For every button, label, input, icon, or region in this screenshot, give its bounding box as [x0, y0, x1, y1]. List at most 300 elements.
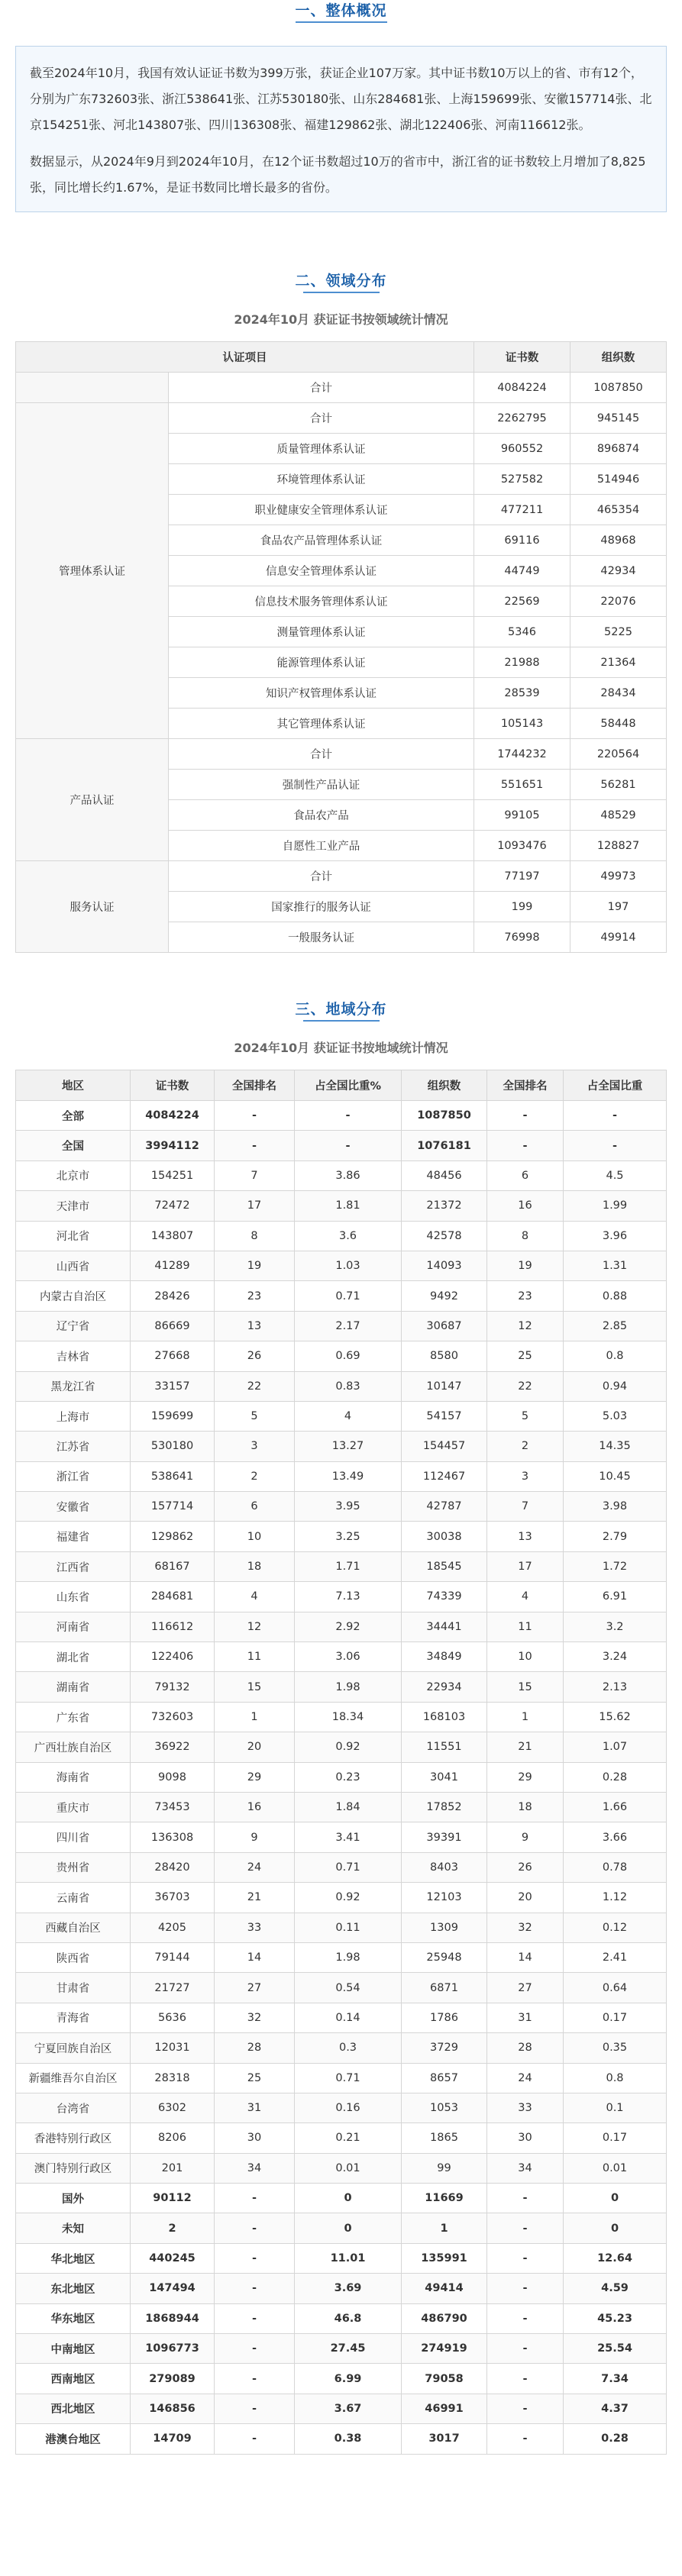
org-share: 0.78 — [564, 1852, 667, 1882]
cert-rank: 18 — [215, 1551, 295, 1581]
org-rank: 32 — [487, 1913, 564, 1942]
cert-share: 0.71 — [295, 1852, 402, 1882]
cert-share: 3.69 — [295, 2274, 402, 2303]
org-rank: 28 — [487, 2033, 564, 2063]
cert-rank: 25 — [215, 2063, 295, 2093]
org-count: 3017 — [402, 2424, 487, 2454]
org-rank: - — [487, 2394, 564, 2423]
table-row — [16, 2003, 667, 2032]
cert-share: 27.45 — [295, 2334, 402, 2364]
header-cert-count: 证书数 — [131, 1070, 215, 1101]
table-row — [16, 1522, 667, 1551]
table-row — [16, 1702, 667, 1732]
cert-count: 28318 — [131, 2063, 215, 2093]
org-rank: 34 — [487, 2153, 564, 2183]
org-share: 0.88 — [564, 1281, 667, 1311]
org-count: 42787 — [402, 1492, 487, 1522]
region-section — [15, 999, 667, 2455]
org-share: 1.99 — [564, 1191, 667, 1221]
org-rank: 9 — [487, 1822, 564, 1852]
cert-share: 0.16 — [295, 2093, 402, 2122]
org-count: 154457 — [402, 1432, 487, 1461]
group-name: 管理体系认证 — [16, 403, 169, 739]
table-row — [16, 2153, 667, 2183]
org-rank: - — [487, 2274, 564, 2303]
region-name: 西北地区 — [16, 2394, 131, 2423]
table-row — [16, 2184, 667, 2213]
cert-count: 1868944 — [131, 2303, 215, 2333]
org-rank: - — [487, 1131, 564, 1160]
overview-box — [15, 46, 667, 212]
cert-share: 7.13 — [295, 1582, 402, 1612]
cert-share: 3.67 — [295, 2394, 402, 2423]
header-org-count: 组织数 — [402, 1070, 487, 1101]
table-row — [16, 1191, 667, 1221]
region-name: 上海市 — [16, 1401, 131, 1431]
org-share: 1.31 — [564, 1251, 667, 1280]
table-row — [16, 2063, 667, 2093]
cert-rank: 5 — [215, 1401, 295, 1431]
region-name: 山西省 — [16, 1251, 131, 1280]
org-rank: 23 — [487, 1281, 564, 1311]
org-count: 28434 — [570, 678, 667, 709]
org-count: 945145 — [570, 403, 667, 434]
region-name: 北京市 — [16, 1160, 131, 1190]
org-share: 4.59 — [564, 2274, 667, 2303]
cert-count: 12031 — [131, 2033, 215, 2063]
org-count: 1309 — [402, 1913, 487, 1942]
cert-rank: - — [215, 2213, 295, 2243]
cert-share: 0.71 — [295, 1281, 402, 1311]
org-count: 34441 — [402, 1612, 487, 1641]
cert-rank: - — [215, 2274, 295, 2303]
org-share: 0 — [564, 2184, 667, 2213]
cert-rank: 4 — [215, 1582, 295, 1612]
org-count: 21372 — [402, 1191, 487, 1221]
org-rank: 18 — [487, 1792, 564, 1822]
org-count: 22934 — [402, 1672, 487, 1702]
org-share: 4.37 — [564, 2394, 667, 2423]
group-name: 产品认证 — [16, 739, 169, 861]
cert-rank: 16 — [215, 1792, 295, 1822]
cert-share: 1.84 — [295, 1792, 402, 1822]
cert-share: 0.23 — [295, 1762, 402, 1792]
table-row — [16, 373, 667, 403]
item-label: 信息安全管理体系认证 — [169, 556, 474, 586]
table-row — [16, 1492, 667, 1522]
org-share: 2.85 — [564, 1311, 667, 1341]
item-label: 合计 — [169, 739, 474, 770]
cert-share: 2.17 — [295, 1311, 402, 1341]
org-share: 3.2 — [564, 1612, 667, 1641]
cert-rank: 9 — [215, 1822, 295, 1852]
item-label: 其它管理体系认证 — [169, 709, 474, 739]
org-share: 0 — [564, 2213, 667, 2243]
region-name: 江西省 — [16, 1551, 131, 1581]
cert-share: 0.69 — [295, 1341, 402, 1371]
overview-title: 一、整体概况 — [295, 2, 387, 19]
region-name: 澳门特别行政区 — [16, 2153, 131, 2183]
cert-count: 3994112 — [131, 1131, 215, 1160]
cert-rank: 2 — [215, 1461, 295, 1491]
org-count: 42578 — [402, 1221, 487, 1251]
overview-section — [15, 0, 667, 212]
cert-count: 68167 — [131, 1551, 215, 1581]
header-cert-item: 认证项目 — [16, 342, 474, 373]
cert-count: 1096773 — [131, 2334, 215, 2364]
table-row — [16, 1672, 667, 1702]
region-name: 辽宁省 — [16, 1311, 131, 1341]
table-row — [16, 2424, 667, 2454]
cert-rank: - — [215, 1101, 295, 1131]
org-share: 0.64 — [564, 1973, 667, 2003]
cert-share: 0.54 — [295, 1973, 402, 2003]
org-rank: 22 — [487, 1371, 564, 1401]
table-row — [16, 2033, 667, 2063]
domain-table — [15, 341, 667, 953]
cert-count: 440245 — [131, 2243, 215, 2273]
cert-share: 11.01 — [295, 2243, 402, 2273]
cert-count: 143807 — [131, 1221, 215, 1251]
org-rank: - — [487, 2303, 564, 2333]
item-label: 食品农产品 — [169, 800, 474, 831]
cert-rank: 19 — [215, 1251, 295, 1280]
cert-count: 86669 — [131, 1311, 215, 1341]
cert-rank: 30 — [215, 2123, 295, 2153]
cert-share: 2.92 — [295, 1612, 402, 1641]
org-count: 5225 — [570, 617, 667, 647]
cert-count: 79144 — [131, 1942, 215, 1972]
cert-count: 69116 — [474, 525, 570, 556]
cert-count: 28539 — [474, 678, 570, 709]
overview-paragraph-1: 截至2024年10月，我国有效认证证书数为399万张，获证企业107万家。其中证书数10万以上的省、市有12个，分别为广东732603张、浙江538641张、江苏530180张、山东284681张、上海159699张、安徽157714张、北京154251张、河北143807张、四川136308张、福建129862张、湖北122406张、河南116612张。 — [30, 66, 652, 132]
cert-share: 1.71 — [295, 1551, 402, 1581]
cert-count: 154251 — [131, 1160, 215, 1190]
table-row — [16, 2394, 667, 2423]
org-count: 10147 — [402, 1371, 487, 1401]
cert-share: 0 — [295, 2213, 402, 2243]
group-cell-empty — [16, 373, 169, 403]
cert-count: 27668 — [131, 1341, 215, 1371]
item-label: 食品农产品管理体系认证 — [169, 525, 474, 556]
org-count: 48529 — [570, 800, 667, 831]
cert-share: 1.98 — [295, 1942, 402, 1972]
org-count: 11669 — [402, 2184, 487, 2213]
cert-rank: - — [215, 2303, 295, 2333]
org-count: 220564 — [570, 739, 667, 770]
region-name: 吉林省 — [16, 1341, 131, 1371]
region-name: 重庆市 — [16, 1792, 131, 1822]
region-name: 台湾省 — [16, 2093, 131, 2122]
cert-count: 21988 — [474, 647, 570, 678]
table-row — [16, 2364, 667, 2394]
cert-rank: 7 — [215, 1160, 295, 1190]
cert-share: 1.81 — [295, 1191, 402, 1221]
table-row — [16, 2274, 667, 2303]
cert-count: 732603 — [131, 1702, 215, 1732]
table-row — [16, 1762, 667, 1792]
org-share: 1.12 — [564, 1883, 667, 1913]
cert-rank: 1 — [215, 1702, 295, 1732]
org-count: 39391 — [402, 1822, 487, 1852]
table-row — [16, 1732, 667, 1762]
table-row — [16, 1401, 667, 1431]
cert-share: 18.34 — [295, 1702, 402, 1732]
cert-rank: 17 — [215, 1191, 295, 1221]
title-underline — [296, 21, 387, 23]
cert-share: 6.99 — [295, 2364, 402, 2394]
cert-share: - — [295, 1131, 402, 1160]
cert-rank: 22 — [215, 1371, 295, 1401]
cert-rank: - — [215, 2424, 295, 2454]
cert-rank: - — [215, 2184, 295, 2213]
region-name: 广东省 — [16, 1702, 131, 1732]
cert-share: 1.03 — [295, 1251, 402, 1280]
org-count: 1786 — [402, 2003, 487, 2032]
org-share: 0.12 — [564, 1913, 667, 1942]
table-row — [16, 1913, 667, 1942]
org-rank: 17 — [487, 1551, 564, 1581]
cert-rank: 29 — [215, 1762, 295, 1792]
org-count: 11551 — [402, 1732, 487, 1762]
org-rank: 20 — [487, 1883, 564, 1913]
org-share: 45.23 — [564, 2303, 667, 2333]
org-share: 0.35 — [564, 2033, 667, 2063]
cert-count: 22569 — [474, 586, 570, 617]
org-count: 8403 — [402, 1852, 487, 1882]
header-region: 地区 — [16, 1070, 131, 1101]
org-share: 14.35 — [564, 1432, 667, 1461]
cert-share: 3.86 — [295, 1160, 402, 1190]
cert-rank: 11 — [215, 1642, 295, 1672]
cert-share: 3.95 — [295, 1492, 402, 1522]
org-count: 1053 — [402, 2093, 487, 2122]
org-count: 514946 — [570, 464, 667, 495]
cert-rank: - — [215, 1131, 295, 1160]
org-count: 128827 — [570, 831, 667, 861]
org-rank: 5 — [487, 1401, 564, 1431]
region-table-caption: 2024年10月 获证证书按地域统计情况 — [234, 1041, 448, 1055]
region-name: 内蒙古自治区 — [16, 1281, 131, 1311]
table-header-row — [16, 342, 667, 373]
region-name: 华东地区 — [16, 2303, 131, 2333]
org-rank: 12 — [487, 1311, 564, 1341]
org-share: 0.28 — [564, 2424, 667, 2454]
org-share: 3.24 — [564, 1642, 667, 1672]
domain-title: 二、领域分布 — [295, 273, 387, 289]
domain-table-caption: 2024年10月 获证证书按领域统计情况 — [234, 312, 448, 327]
cert-rank: 6 — [215, 1492, 295, 1522]
cert-count: 147494 — [131, 2274, 215, 2303]
cert-count: 77197 — [474, 861, 570, 892]
cert-share: 3.25 — [295, 1522, 402, 1551]
region-name: 陕西省 — [16, 1942, 131, 1972]
org-share: 0.17 — [564, 2003, 667, 2032]
cert-count: 2262795 — [474, 403, 570, 434]
org-rank: - — [487, 2213, 564, 2243]
org-rank: - — [487, 2424, 564, 2454]
cert-count: 146856 — [131, 2394, 215, 2423]
org-share: - — [564, 1131, 667, 1160]
cert-share: 0.11 — [295, 1913, 402, 1942]
header-cert-share: 占全国比重% — [295, 1070, 402, 1101]
table-row — [16, 2123, 667, 2153]
region-name: 西南地区 — [16, 2364, 131, 2394]
org-share: 3.66 — [564, 1822, 667, 1852]
item-label: 合计 — [169, 403, 474, 434]
cert-count: 33157 — [131, 1371, 215, 1401]
cert-rank: 8 — [215, 1221, 295, 1251]
region-name: 广西壮族自治区 — [16, 1732, 131, 1762]
cert-share: 0 — [295, 2184, 402, 2213]
cert-share: 0.92 — [295, 1883, 402, 1913]
org-share: 1.07 — [564, 1732, 667, 1762]
org-rank: 26 — [487, 1852, 564, 1882]
cert-count: 960552 — [474, 434, 570, 464]
cert-count: 21727 — [131, 1973, 215, 2003]
cert-rank: 24 — [215, 1852, 295, 1882]
cert-rank: 33 — [215, 1913, 295, 1942]
org-count: 34849 — [402, 1642, 487, 1672]
cert-share: 1.98 — [295, 1672, 402, 1702]
org-rank: - — [487, 2243, 564, 2273]
region-name: 浙江省 — [16, 1461, 131, 1491]
item-label: 信息技术服务管理体系认证 — [169, 586, 474, 617]
cert-rank: - — [215, 2394, 295, 2423]
cert-count: 41289 — [131, 1251, 215, 1280]
table-row — [16, 1221, 667, 1251]
cert-count: 28426 — [131, 1281, 215, 1311]
org-share: 12.64 — [564, 2243, 667, 2273]
org-rank: 19 — [487, 1251, 564, 1280]
region-name: 贵州省 — [16, 1852, 131, 1882]
table-row — [16, 1131, 667, 1160]
cert-count: 284681 — [131, 1582, 215, 1612]
cert-rank: 26 — [215, 1341, 295, 1371]
org-share: 3.96 — [564, 1221, 667, 1251]
cert-count: 90112 — [131, 2184, 215, 2213]
cert-rank: 12 — [215, 1612, 295, 1641]
cert-count: 4205 — [131, 1913, 215, 1942]
item-label: 测量管理体系认证 — [169, 617, 474, 647]
org-share: 1.66 — [564, 1792, 667, 1822]
org-count: 9492 — [402, 1281, 487, 1311]
cert-share: 3.06 — [295, 1642, 402, 1672]
cert-count: 79132 — [131, 1672, 215, 1702]
org-share: 1.72 — [564, 1551, 667, 1581]
cert-share: 3.6 — [295, 1221, 402, 1251]
cert-rank: 3 — [215, 1432, 295, 1461]
org-count: 25948 — [402, 1942, 487, 1972]
org-count: 56281 — [570, 770, 667, 800]
table-row — [16, 403, 667, 434]
org-rank: 8 — [487, 1221, 564, 1251]
cert-count: 527582 — [474, 464, 570, 495]
item-label: 合计 — [169, 861, 474, 892]
region-name: 东北地区 — [16, 2274, 131, 2303]
org-share: 6.91 — [564, 1582, 667, 1612]
region-name: 河南省 — [16, 1612, 131, 1641]
org-rank: 7 — [487, 1492, 564, 1522]
org-rank: 33 — [487, 2093, 564, 2122]
org-count: 30687 — [402, 1311, 487, 1341]
cert-count: 279089 — [131, 2364, 215, 2394]
region-name: 云南省 — [16, 1883, 131, 1913]
org-share: 7.34 — [564, 2364, 667, 2394]
org-count: 18545 — [402, 1551, 487, 1581]
cert-count: 6302 — [131, 2093, 215, 2122]
org-rank: 21 — [487, 1732, 564, 1762]
org-count: 1087850 — [570, 373, 667, 403]
org-share: 0.8 — [564, 2063, 667, 2093]
org-share: 0.01 — [564, 2153, 667, 2183]
org-rank: 2 — [487, 1432, 564, 1461]
header-cert-rank: 全国排名 — [215, 1070, 295, 1101]
org-count: 48456 — [402, 1160, 487, 1190]
org-share: 0.1 — [564, 2093, 667, 2122]
cert-count: 5346 — [474, 617, 570, 647]
org-count: 465354 — [570, 495, 667, 525]
overview-paragraph-2: 数据显示，从2024年9月到2024年10月，在12个证书数超过10万的省市中，浙江省的证书数较上月增加了8,825张，同比增长约1.67%，是证书数同比增长最多的省份。 — [30, 154, 646, 195]
org-share: 0.94 — [564, 1371, 667, 1401]
item-label: 合计 — [169, 373, 474, 403]
cert-count: 551651 — [474, 770, 570, 800]
header-org-share: 占全国比重 — [564, 1070, 667, 1101]
region-name: 全国 — [16, 1131, 131, 1160]
org-rank: 29 — [487, 1762, 564, 1792]
org-count: 135991 — [402, 2243, 487, 2273]
region-name: 海南省 — [16, 1762, 131, 1792]
cert-share: 13.49 — [295, 1461, 402, 1491]
region-name: 江苏省 — [16, 1432, 131, 1461]
org-share: 2.79 — [564, 1522, 667, 1551]
region-name: 安徽省 — [16, 1492, 131, 1522]
org-count: 6871 — [402, 1973, 487, 2003]
org-share: 4.5 — [564, 1160, 667, 1190]
cert-count: 4084224 — [131, 1101, 215, 1131]
cert-share: 0.71 — [295, 2063, 402, 2093]
org-count: 112467 — [402, 1461, 487, 1491]
org-count: 1087850 — [402, 1101, 487, 1131]
org-count: 1076181 — [402, 1131, 487, 1160]
org-share: 3.98 — [564, 1492, 667, 1522]
region-name: 华北地区 — [16, 2243, 131, 2273]
region-name: 宁夏回族自治区 — [16, 2033, 131, 2063]
table-row — [16, 2213, 667, 2243]
region-table — [15, 1070, 667, 2455]
header-org-rank: 全国排名 — [487, 1070, 564, 1101]
region-name: 全部 — [16, 1101, 131, 1131]
org-rank: 27 — [487, 1973, 564, 2003]
cert-rank: 21 — [215, 1883, 295, 1913]
org-count: 896874 — [570, 434, 667, 464]
item-label: 知识产权管理体系认证 — [169, 678, 474, 709]
cert-share: 0.21 — [295, 2123, 402, 2153]
org-count: 58448 — [570, 709, 667, 739]
org-count: 168103 — [402, 1702, 487, 1732]
region-name: 新疆维吾尔自治区 — [16, 2063, 131, 2093]
cert-count: 36922 — [131, 1732, 215, 1762]
org-count: 14093 — [402, 1251, 487, 1280]
cert-share: 0.14 — [295, 2003, 402, 2032]
org-rank: - — [487, 2184, 564, 2213]
cert-count: 1744232 — [474, 739, 570, 770]
cert-count: 2 — [131, 2213, 215, 2243]
org-count: 46991 — [402, 2394, 487, 2423]
region-name: 西藏自治区 — [16, 1913, 131, 1942]
item-label: 一般服务认证 — [169, 922, 474, 953]
item-label: 国家推行的服务认证 — [169, 892, 474, 922]
